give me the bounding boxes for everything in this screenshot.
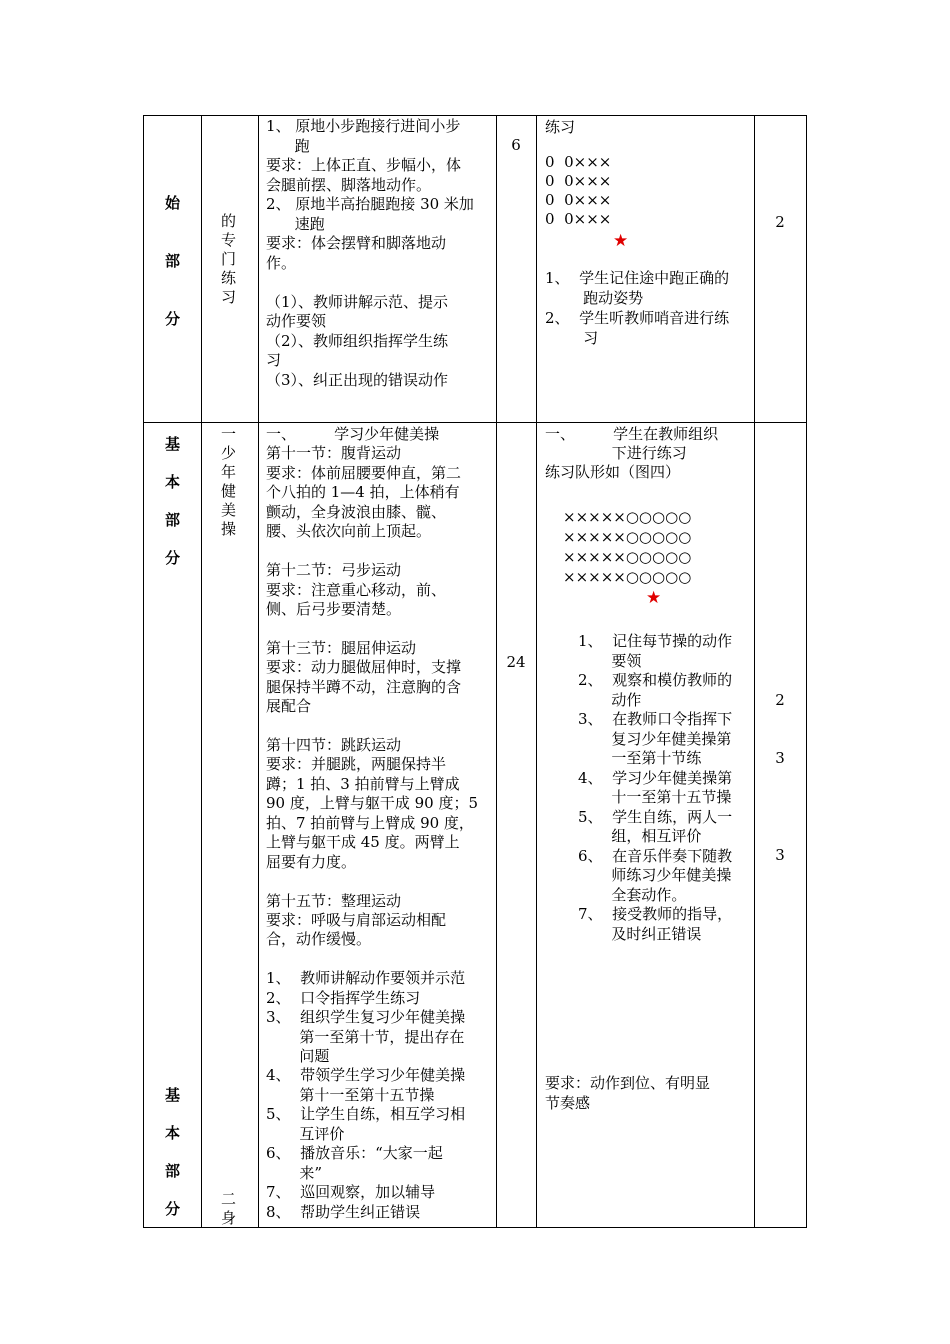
method-line: 1、 原地小步跑接行进间小步 bbox=[266, 117, 461, 135]
method-line bbox=[266, 717, 478, 736]
method-line: 6、 播放音乐：“大家一起 bbox=[266, 1144, 443, 1163]
requirement-line: 节奏感 bbox=[545, 1094, 591, 1112]
organization-item: 一至第十节练 bbox=[578, 749, 702, 767]
section-char: 本 bbox=[165, 1124, 181, 1142]
section-char: 本 bbox=[165, 473, 181, 491]
method-line: 颤动，全身波浪由膝、髋、 bbox=[266, 502, 447, 521]
teacher-star-icon: ★ bbox=[646, 588, 662, 608]
organization-item: 跑动姿势 bbox=[545, 289, 644, 307]
formation-diagram bbox=[545, 153, 611, 229]
method-line: 互评价 bbox=[266, 1124, 345, 1143]
method-line: 侧、后弓步要清楚。 bbox=[266, 599, 402, 618]
content-label: 的专门练习 bbox=[221, 212, 237, 306]
section-char: 基 bbox=[165, 435, 181, 453]
organization-item: 师练习少年健美操 bbox=[578, 866, 732, 884]
column-divider-1 bbox=[201, 115, 202, 1228]
method-line: 蹲；1 拍、3 拍前臂与上臂成 bbox=[266, 774, 460, 793]
column-divider-3 bbox=[496, 115, 497, 1228]
method-line: 5、 让学生自练，相互学习相 bbox=[266, 1105, 466, 1124]
table-bottom-border bbox=[143, 1227, 807, 1228]
organization-heading: 练习 bbox=[545, 118, 576, 136]
method-line: 屈要有力度。 bbox=[266, 852, 357, 871]
organization-heading-line: 练习队形如（图四） bbox=[545, 463, 681, 481]
organization-item: 及时纠正错误 bbox=[578, 924, 702, 943]
organization-item: 要领 bbox=[578, 651, 642, 670]
table-right-border bbox=[806, 115, 807, 1228]
formation-row: 0 0××× bbox=[545, 172, 612, 190]
section-char: 分 bbox=[165, 310, 181, 328]
method-line: 90 度，上臂与躯干成 90 度；5 bbox=[266, 794, 479, 813]
intensity-value: 3 bbox=[775, 749, 785, 767]
formation-row: 0 0××× bbox=[545, 153, 612, 171]
section-char: 部 bbox=[165, 252, 181, 270]
organization-heading-line: 一、 学生在教师组织 bbox=[545, 425, 719, 443]
organization-item: 5、 学生自练，两人一 bbox=[578, 807, 733, 826]
column-divider-5 bbox=[754, 115, 755, 1228]
method-line: 第十一至第十五节操 bbox=[266, 1085, 435, 1104]
organization-item: 4、 学习少年健美操第 bbox=[578, 768, 733, 787]
method-line: （2）、教师组织指挥学生练 bbox=[266, 331, 449, 350]
method-line: 一、 学习少年健美操 bbox=[266, 425, 440, 443]
formation-diagram bbox=[563, 507, 691, 587]
method-line: （1）、教师讲解示范、提示 bbox=[266, 292, 449, 311]
organization-item: 3、 在教师口令指挥下 bbox=[578, 710, 733, 728]
formation-row: 0 0××× bbox=[545, 210, 612, 228]
organization-item: 2、 观察和模仿教师的 bbox=[578, 671, 733, 689]
organization-heading-line: 下进行练习 bbox=[545, 444, 687, 462]
method-line bbox=[266, 542, 478, 561]
method-line: 第一至第十节，提出存在 bbox=[266, 1027, 465, 1046]
table-top-border bbox=[143, 115, 807, 116]
method-line: 第十五节：整理运动 bbox=[266, 891, 402, 910]
method-line: 4、 带领学生学习少年健美操 bbox=[266, 1066, 466, 1085]
method-line: 个八拍的 1—4 拍，上体稍有 bbox=[266, 483, 460, 502]
teaching-method-text bbox=[266, 425, 478, 1222]
organization-requirement bbox=[545, 1073, 710, 1113]
method-line: 第十一节：腹背运动 bbox=[266, 444, 402, 463]
formation-row: ×××××○○○○○ bbox=[563, 508, 692, 526]
method-line: 动作要领 bbox=[266, 312, 327, 330]
method-line: 腰、头依次向前上顶起。 bbox=[266, 522, 432, 541]
formation-row: ×××××○○○○○ bbox=[563, 548, 692, 566]
practice-time: 24 bbox=[506, 653, 526, 671]
method-line: 2、 原地半高抬腿跑接 30 米加 bbox=[266, 195, 474, 213]
method-line: 第十三节：腿屈伸运动 bbox=[266, 638, 417, 657]
method-line: 速跑 bbox=[266, 214, 325, 233]
method-line: 要求：上体正直、步幅小，体 bbox=[266, 156, 462, 174]
organization-item: 6、 在音乐伴奏下随教 bbox=[578, 846, 733, 865]
method-line: 1、 教师讲解动作要领并示范 bbox=[266, 969, 466, 988]
method-line: 跑 bbox=[266, 136, 310, 155]
method-line: 要求：体前屈腰要伸直，第二 bbox=[266, 463, 462, 482]
organization-item: 1、 学生记住途中跑正确的 bbox=[545, 269, 730, 287]
row-divider bbox=[143, 422, 807, 423]
section-char: 基 bbox=[165, 1086, 181, 1104]
organization-heading bbox=[545, 425, 718, 482]
method-line: 来” bbox=[266, 1163, 323, 1182]
method-line: 展配合 bbox=[266, 697, 312, 716]
section-char: 分 bbox=[165, 549, 181, 567]
organization-item: 7、 接受教师的指导， bbox=[578, 905, 733, 923]
method-line: 要求：注意重心移动，前、 bbox=[266, 580, 447, 599]
method-line: 要求：动力腿做屈伸时，支撑 bbox=[266, 658, 462, 677]
method-line bbox=[266, 872, 478, 891]
formation-row: ×××××○○○○○ bbox=[563, 528, 692, 546]
method-line: 习 bbox=[266, 351, 282, 369]
organization-item: 习 bbox=[545, 329, 599, 347]
organization-list bbox=[545, 268, 729, 348]
teacher-star-icon: ★ bbox=[613, 231, 629, 251]
practice-time: 6 bbox=[511, 136, 521, 154]
method-line: 2、 口令指挥学生练习 bbox=[266, 988, 421, 1007]
organization-item: 1、 记住每节操的动作 bbox=[578, 632, 733, 650]
method-line: 第十二节：弓步运动 bbox=[266, 561, 402, 580]
method-line: 8、 帮助学生纠正错误 bbox=[266, 1202, 421, 1221]
intensity-value: 3 bbox=[775, 846, 785, 864]
intensity-value: 2 bbox=[775, 213, 785, 231]
content-label: 一少年健美操 bbox=[221, 425, 237, 538]
method-line: 会腿前摆、脚落地动作。 bbox=[266, 175, 432, 194]
method-line: 问题 bbox=[266, 1047, 330, 1065]
column-divider-2 bbox=[258, 115, 259, 1228]
method-line: 要求：并腿跳，两腿保持半 bbox=[266, 755, 447, 774]
table-left-border bbox=[143, 115, 144, 1228]
method-line: 拍、7 拍前臂与上臂成 90 度， bbox=[266, 813, 474, 832]
section-char: 部 bbox=[165, 1162, 181, 1180]
method-line: 7、 巡回观察，加以辅导 bbox=[266, 1183, 436, 1202]
method-line: 腿保持半蹲不动，注意胸的含 bbox=[266, 677, 462, 696]
organization-item: 组，相互评价 bbox=[578, 827, 702, 845]
requirement-line: 要求：动作到位、有明显 bbox=[545, 1074, 711, 1092]
organization-item: 动作 bbox=[578, 690, 642, 709]
organization-item: 复习少年健美操第 bbox=[578, 729, 732, 748]
section-char: 分 bbox=[165, 1200, 181, 1218]
organization-item: 十一至第十五节操 bbox=[578, 788, 732, 806]
organization-item: 全套动作。 bbox=[578, 885, 687, 904]
organization-item: 2、 学生听教师哨音进行练 bbox=[545, 309, 730, 327]
teaching-method-text bbox=[266, 117, 474, 390]
method-line bbox=[266, 619, 478, 638]
method-line: 3、 组织学生复习少年健美操 bbox=[266, 1008, 466, 1027]
intensity-value: 2 bbox=[775, 691, 785, 709]
method-line bbox=[266, 950, 478, 969]
method-line bbox=[266, 273, 474, 293]
method-line: 合，动作缓慢。 bbox=[266, 930, 372, 949]
method-line: 作。 bbox=[266, 253, 297, 272]
section-char: 始 bbox=[165, 194, 181, 212]
method-line: 要求：呼吸与肩部运动相配 bbox=[266, 910, 447, 929]
method-line: 上臂与躯干成 45 度。两臂上 bbox=[266, 833, 460, 852]
organization-list bbox=[578, 632, 732, 944]
formation-row: 0 0××× bbox=[545, 191, 612, 209]
formation-row: ×××××○○○○○ bbox=[563, 568, 692, 586]
content-label: 二身 bbox=[221, 1190, 237, 1227]
method-line: （3）、纠正出现的错误动作 bbox=[266, 370, 449, 389]
method-line: 第十四节：跳跃运动 bbox=[266, 736, 402, 754]
method-line: 要求：体会摆臂和脚落地动 bbox=[266, 234, 447, 252]
column-divider-4 bbox=[536, 115, 537, 1228]
section-char: 部 bbox=[165, 511, 181, 529]
